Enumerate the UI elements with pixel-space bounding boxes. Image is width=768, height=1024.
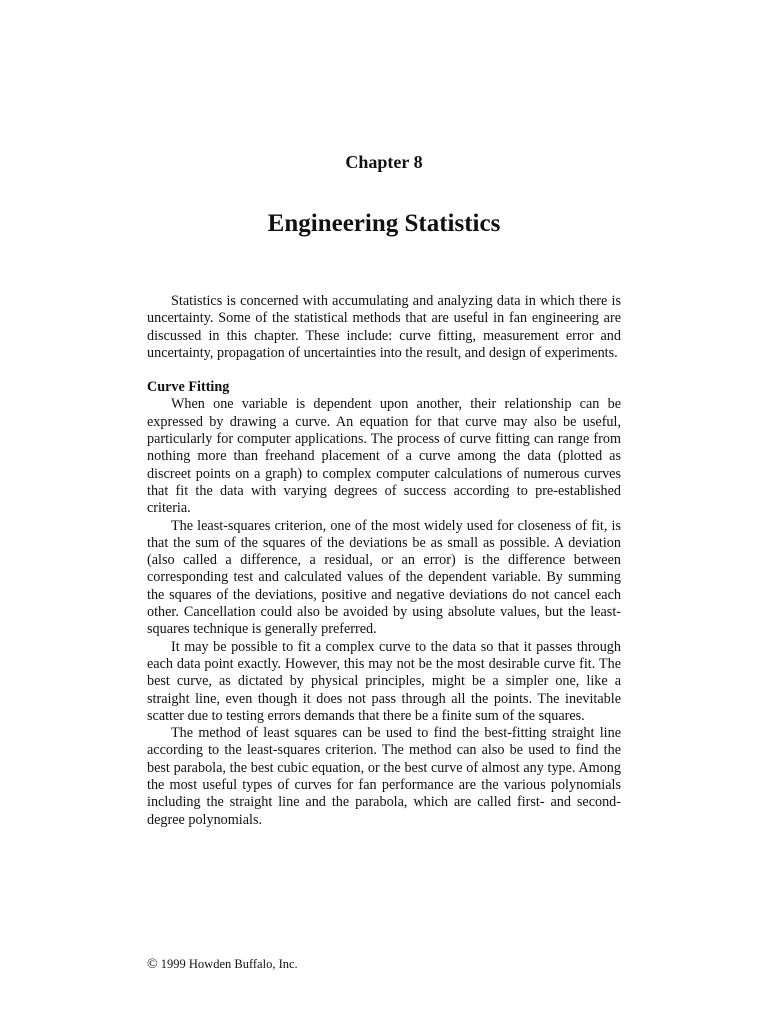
copyright-text: 1999 Howden Buffalo, Inc. [160, 957, 298, 971]
body-paragraph: When one variable is dependent upon another, their relationship can be expressed by drawing a curve. An equation for that curve may also be useful, particularly for computer applications. The process of curve fitting can range from nothing more than freehand placement of a curve among the data (plotted as discreet points on a graph) to complex computer calculations of numerous curves that fit the data with varying degrees of success according to pre-established criteria. [147, 396, 621, 517]
body-paragraph: The least-squares criterion, one of the most widely used for closeness of fit, is that the sum of the squares of the deviations be as small as possible. A deviation (also called a difference, a residual, or an error) is the difference between corresponding test and calculated values of the dependent variable. By summing the squares of the deviations, positive and negative deviations do not cancel each other. Cancellation could also be avoided by using absolute values, but the least-squares technique is generally preferred. [147, 517, 621, 638]
chapter-title: Engineering Statistics [267, 210, 501, 237]
body-paragraph: It may be possible to fit a complex curve to the data so that it passes through each data point exactly. However, this may not be the most desirable curve fit. The best curve, as dictated by physical principles, might be a simpler one, like a straight line, even though it does not pass through all the points. The inevitable scatter due to testing errors demands that there be a finite sum of the squares. [147, 638, 621, 724]
copyright-footer [147, 957, 298, 973]
body-paragraph: The method of least squares can be used to find the best-fitting straight line according to the least-squares criterion. The method can also be used to find the best parabola, the best cubic equation, or the best curve of almost any type. Among the most useful types of curves for fan performance are the various polynomials including the straight line and the parabola, which are called first- and second-degree polynomials. [147, 725, 621, 828]
chapter-label: Chapter 8 [345, 152, 423, 172]
copyright-icon: © [147, 957, 158, 972]
intro-paragraph: Statistics is concerned with accumulating and analyzing data in which there is uncertainty. Some of the statistical methods that are useful in fan engineering are discussed in this chapter. These include: curve fitting, measurement error and uncertainty, propagation of uncertainties into the result, and design of experiments. [147, 293, 621, 361]
section-heading-curve-fitting: Curve Fitting [147, 379, 230, 396]
body-text [147, 293, 621, 829]
